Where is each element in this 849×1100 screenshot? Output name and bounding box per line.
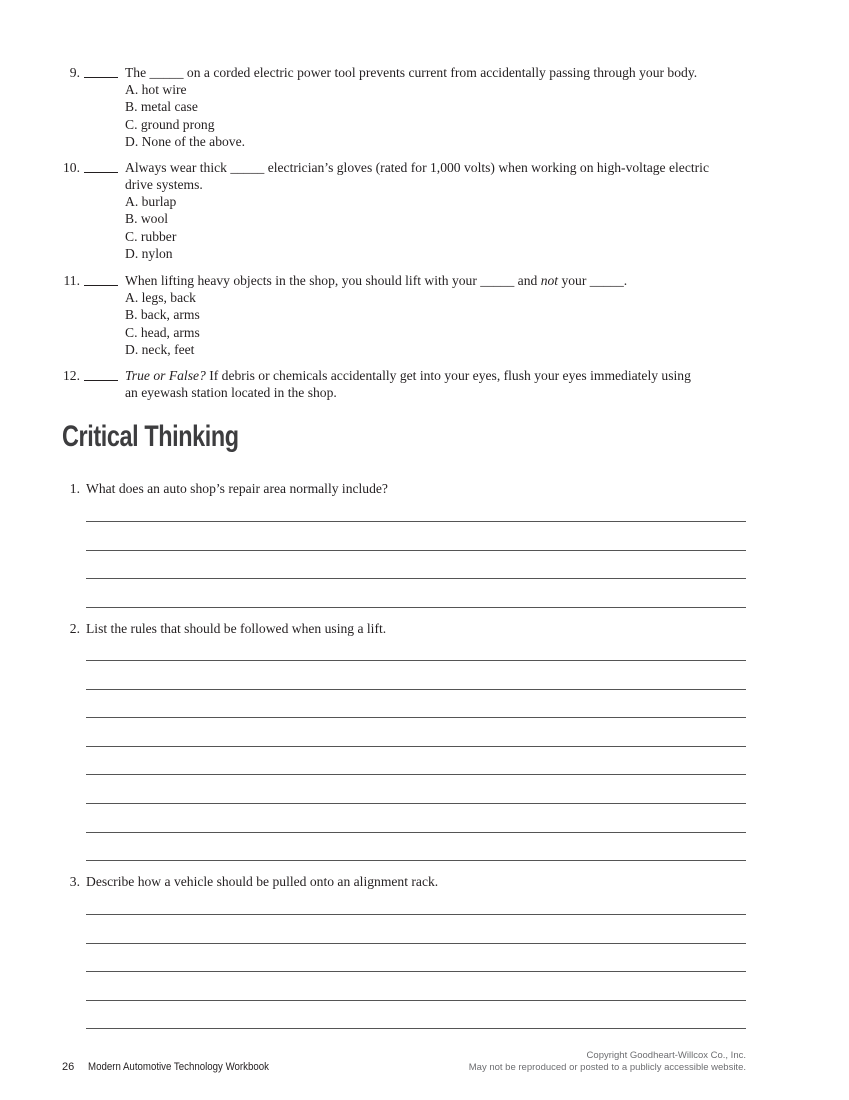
stem-text: Always wear thick _____ electrician’s gloves (rated for 1,000 volts) when working on high-voltage electric bbox=[125, 160, 709, 175]
page-footer-left bbox=[62, 1061, 294, 1073]
question-number: 3. bbox=[69, 874, 80, 889]
question-text: List the rules that should be followed when using a lift. bbox=[86, 621, 387, 636]
question-number: 10. bbox=[63, 160, 80, 175]
answer-option: D. None of the above. bbox=[125, 133, 246, 149]
answer-line[interactable] bbox=[86, 971, 746, 972]
question-number: 9. bbox=[69, 65, 80, 80]
answer-line[interactable] bbox=[86, 1000, 746, 1001]
copyright-text: Copyright Goodheart-Willcox Co., Inc. bbox=[586, 1050, 746, 1061]
answer-option: B. metal case bbox=[125, 99, 198, 115]
answer-option: C. ground prong bbox=[125, 116, 215, 132]
book-title: Modern Automotive Technology Workbook bbox=[88, 1061, 270, 1073]
answer-option: B. wool bbox=[125, 211, 169, 227]
question-stem bbox=[125, 367, 691, 384]
answer-option: C. rubber bbox=[125, 228, 177, 244]
question-number: 12. bbox=[63, 368, 80, 383]
question-text: Describe how a vehicle should be pulled onto an alignment rack. bbox=[86, 874, 439, 889]
answer-line[interactable] bbox=[86, 607, 746, 608]
question-stem-continued: an eyewash station located in the shop. bbox=[125, 385, 337, 400]
answer-line[interactable] bbox=[86, 860, 746, 861]
stem-text: The _____ on a corded electric power tool prevents current from accidentally passing through your body. bbox=[125, 65, 698, 80]
answer-option: A. legs, back bbox=[125, 290, 196, 305]
answer-line[interactable] bbox=[86, 803, 746, 804]
answer-option: C. head, arms bbox=[125, 324, 200, 340]
question-number: 11. bbox=[63, 273, 80, 288]
reproduction-notice: May not be reproduced or posted to a publicly accessible website. bbox=[468, 1062, 746, 1073]
stem-text: not bbox=[540, 273, 559, 288]
question-stem bbox=[125, 159, 709, 176]
answer-blank[interactable] bbox=[84, 160, 118, 173]
answer-line[interactable] bbox=[86, 550, 746, 551]
question-stem bbox=[125, 272, 627, 289]
stem-text: True or False? bbox=[125, 368, 206, 383]
answer-line[interactable] bbox=[86, 578, 746, 579]
answer-line[interactable] bbox=[86, 660, 746, 661]
stem-text: If debris or chemicals accidentally get into your eyes, flush your eyes immediately using bbox=[205, 368, 691, 383]
answer-blank[interactable] bbox=[84, 273, 118, 286]
page-number: 26 bbox=[62, 1061, 75, 1073]
question-number: 1. bbox=[69, 481, 80, 496]
stem-text: When lifting heavy objects in the shop, you should lift with your _____ and bbox=[125, 273, 541, 288]
answer-line[interactable] bbox=[86, 943, 746, 944]
answer-option: A. burlap bbox=[125, 194, 177, 209]
answer-line[interactable] bbox=[86, 746, 746, 747]
answer-option: B. back, arms bbox=[125, 307, 200, 323]
answer-option: A. hot wire bbox=[125, 82, 187, 97]
answer-line[interactable] bbox=[86, 1028, 746, 1029]
answer-line[interactable] bbox=[86, 717, 746, 718]
page-footer-right bbox=[469, 1050, 746, 1074]
question-stem-continued: drive systems. bbox=[125, 177, 203, 192]
answer-line[interactable] bbox=[86, 689, 746, 690]
answer-line[interactable] bbox=[86, 832, 746, 833]
answer-blank[interactable] bbox=[84, 65, 118, 78]
answer-option: D. neck, feet bbox=[125, 341, 195, 357]
question-text: What does an auto shop’s repair area normally include? bbox=[86, 481, 388, 496]
question-number: 2. bbox=[69, 621, 80, 636]
question-stem bbox=[125, 64, 697, 81]
answer-blank[interactable] bbox=[84, 368, 118, 381]
answer-line[interactable] bbox=[86, 521, 746, 522]
answer-option: D. nylon bbox=[125, 245, 173, 261]
stem-text: your _____. bbox=[558, 273, 628, 288]
section-heading-critical-thinking: Critical Thinking bbox=[62, 420, 239, 453]
answer-line[interactable] bbox=[86, 914, 746, 915]
answer-line[interactable] bbox=[86, 774, 746, 775]
